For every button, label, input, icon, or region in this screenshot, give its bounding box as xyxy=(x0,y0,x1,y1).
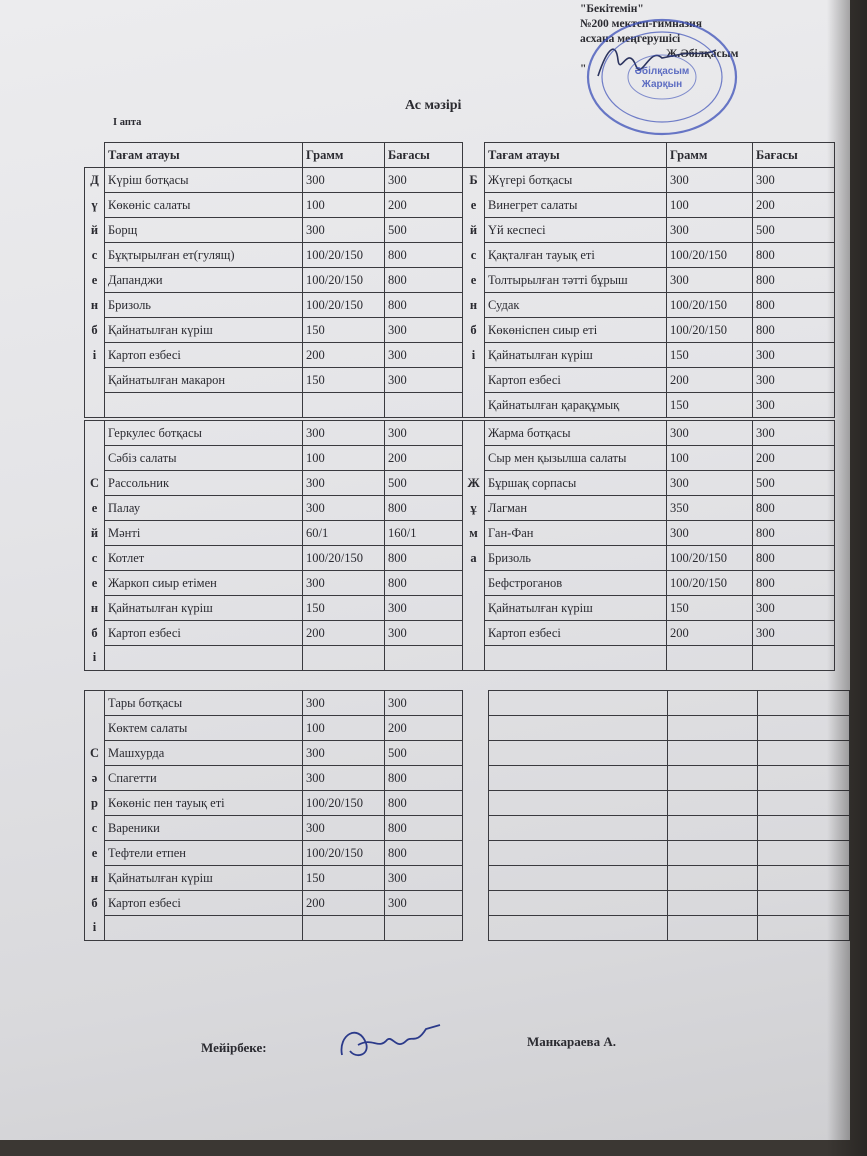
day-letter: е xyxy=(85,268,105,293)
day-letter: е xyxy=(85,496,105,521)
table-row xyxy=(463,168,835,193)
dish-gram: 300 xyxy=(303,691,385,716)
dish-price: 300 xyxy=(385,691,463,716)
dish-name: Тефтели етпен xyxy=(105,841,303,866)
dish-price: 800 xyxy=(385,571,463,596)
dish-gram: 150 xyxy=(667,393,753,418)
approval-role: асхана меңгерушісі xyxy=(580,33,681,45)
dish-gram: 100 xyxy=(667,193,753,218)
day-letter: ә xyxy=(85,766,105,791)
dish-price: 300 xyxy=(753,368,835,393)
dish-gram: 60/1 xyxy=(303,521,385,546)
table-row xyxy=(85,766,463,791)
dish-name: Палау xyxy=(105,496,303,521)
dish-name: Геркулес ботқасы xyxy=(105,421,303,446)
dish-gram: 300 xyxy=(303,218,385,243)
dish-gram: 100/20/150 xyxy=(303,268,385,293)
dish-price: 300 xyxy=(385,168,463,193)
header-name: Тағам атауы xyxy=(485,143,667,168)
dish-name: Бризоль xyxy=(105,293,303,318)
dish-gram: 150 xyxy=(303,368,385,393)
day-letter: н xyxy=(85,293,105,318)
dish-gram: 300 xyxy=(667,168,753,193)
table-row xyxy=(85,343,463,368)
dish-gram: 300 xyxy=(667,268,753,293)
dish-name: Көктем салаты xyxy=(105,716,303,741)
day-letter: й xyxy=(463,218,485,243)
dish-name: Толтырылған тәтті бұрыш xyxy=(485,268,667,293)
dish-price xyxy=(753,646,835,671)
dish-gram: 300 xyxy=(303,168,385,193)
day-letter: і xyxy=(85,646,105,671)
table-row xyxy=(85,816,463,841)
dish-name xyxy=(105,646,303,671)
dish-name: Бефстроганов xyxy=(485,571,667,596)
day-letter: ұ xyxy=(463,496,485,521)
dish-name: Вареники xyxy=(105,816,303,841)
dish-price: 800 xyxy=(753,268,835,293)
dish-gram: 100 xyxy=(303,193,385,218)
menu-table-tuesday xyxy=(84,420,463,671)
dish-gram: 300 xyxy=(303,421,385,446)
menu-table-wednesday xyxy=(84,690,463,941)
dish-name: Сыр мен қызылша салаты xyxy=(485,446,667,471)
day-letter: н xyxy=(463,293,485,318)
day-letter: м xyxy=(463,521,485,546)
dish-gram: 100/20/150 xyxy=(303,841,385,866)
day-letter: е xyxy=(85,571,105,596)
dish-name: Картоп езбесі xyxy=(105,343,303,368)
dish-name: Қайнатылған макарон xyxy=(105,368,303,393)
dish-name: Борщ xyxy=(105,218,303,243)
dish-gram: 300 xyxy=(303,766,385,791)
dish-name: Көкөніс пен тауық еті xyxy=(105,791,303,816)
dish-price: 200 xyxy=(385,716,463,741)
dish-gram: 150 xyxy=(303,596,385,621)
dish-price: 500 xyxy=(385,218,463,243)
table-row xyxy=(85,471,463,496)
dish-price: 160/1 xyxy=(385,521,463,546)
table-row xyxy=(463,596,835,621)
table-row xyxy=(85,741,463,766)
table-row xyxy=(463,571,835,596)
table-row xyxy=(85,546,463,571)
table-row xyxy=(489,866,850,891)
menu-table-empty xyxy=(488,690,850,941)
dish-price: 300 xyxy=(385,596,463,621)
dish-name: Үй кеспесі xyxy=(485,218,667,243)
table-row xyxy=(489,816,850,841)
table-row xyxy=(85,218,463,243)
dish-gram: 150 xyxy=(303,318,385,343)
dish-gram: 150 xyxy=(667,343,753,368)
day-letter: е xyxy=(463,268,485,293)
menu-table-thursday xyxy=(462,142,835,418)
table-row xyxy=(489,841,850,866)
day-letter: б xyxy=(85,891,105,916)
dish-name xyxy=(485,646,667,671)
header-price: Бағасы xyxy=(753,143,835,168)
table-row xyxy=(85,268,463,293)
table-header-row xyxy=(85,143,463,168)
day-letter: б xyxy=(85,318,105,343)
day-letter: с xyxy=(85,546,105,571)
day-letter: е xyxy=(463,193,485,218)
table-row xyxy=(85,243,463,268)
official-stamp-icon xyxy=(584,16,740,138)
day-letter: і xyxy=(85,343,105,368)
signature-icon xyxy=(336,1015,446,1067)
dish-price: 800 xyxy=(753,243,835,268)
table-row xyxy=(463,218,835,243)
approval-heading: "Бекітемін" xyxy=(580,3,644,15)
dish-name: Бризоль xyxy=(485,546,667,571)
dish-gram: 100/20/150 xyxy=(303,243,385,268)
dish-gram xyxy=(303,916,385,941)
table-row xyxy=(85,368,463,393)
header-name: Тағам атауы xyxy=(105,143,303,168)
dish-gram xyxy=(667,646,753,671)
dish-price: 800 xyxy=(753,571,835,596)
dish-price: 200 xyxy=(753,193,835,218)
dish-gram: 100/20/150 xyxy=(667,243,753,268)
day-letter: й xyxy=(85,521,105,546)
signature-label: Мейірбеке: xyxy=(201,1040,267,1055)
dish-name: Судак xyxy=(485,293,667,318)
day-letter: С xyxy=(85,741,105,766)
table-row xyxy=(463,318,835,343)
table-row xyxy=(463,393,835,418)
table-row xyxy=(85,521,463,546)
menu-table-monday xyxy=(84,142,463,418)
table-row xyxy=(85,621,463,646)
header-price: Бағасы xyxy=(385,143,463,168)
dish-gram: 100/20/150 xyxy=(667,318,753,343)
dish-gram: 100/20/150 xyxy=(303,791,385,816)
table-row xyxy=(463,496,835,521)
table-row xyxy=(463,446,835,471)
table-row xyxy=(85,716,463,741)
dish-gram: 100/20/150 xyxy=(303,293,385,318)
dish-price: 800 xyxy=(385,496,463,521)
dish-gram: 300 xyxy=(303,741,385,766)
dish-price: 300 xyxy=(753,393,835,418)
day-letter: ү xyxy=(85,193,105,218)
table-row xyxy=(463,193,835,218)
dish-price: 300 xyxy=(753,343,835,368)
dish-price: 300 xyxy=(385,368,463,393)
table-row xyxy=(85,916,463,941)
dish-price: 300 xyxy=(753,621,835,646)
day-letter: й xyxy=(85,218,105,243)
dish-price: 800 xyxy=(753,318,835,343)
paper-edge-shadow xyxy=(827,0,867,1156)
approval-school: №200 мектеп-гимназия xyxy=(580,18,702,30)
dish-price: 800 xyxy=(753,293,835,318)
table-row xyxy=(463,368,835,393)
dish-name: Қайнатылған күріш xyxy=(105,596,303,621)
dish-gram: 350 xyxy=(667,496,753,521)
week-label: I апта xyxy=(113,117,142,128)
day-letter: Б xyxy=(463,168,485,193)
day-letter: і xyxy=(85,916,105,941)
table-row xyxy=(85,393,463,418)
dish-price: 300 xyxy=(385,421,463,446)
dish-gram: 100/20/150 xyxy=(667,546,753,571)
dish-gram: 150 xyxy=(667,596,753,621)
dish-name: Қайнатылған күріш xyxy=(485,343,667,368)
dish-gram: 200 xyxy=(303,621,385,646)
day-letter: б xyxy=(463,318,485,343)
dish-name: Мәнті xyxy=(105,521,303,546)
dish-gram: 200 xyxy=(303,891,385,916)
day-letter: Ж xyxy=(463,471,485,496)
table-row xyxy=(85,646,463,671)
header-gram: Грамм xyxy=(303,143,385,168)
approval-signer: Ж.Әбілқасым xyxy=(666,48,739,60)
table-row xyxy=(85,891,463,916)
dish-price: 800 xyxy=(385,766,463,791)
dish-name: Спагетти xyxy=(105,766,303,791)
table-row xyxy=(463,268,835,293)
table-row xyxy=(463,243,835,268)
table-row xyxy=(463,293,835,318)
day-letter: н xyxy=(85,866,105,891)
signature-name: Манкараева А. xyxy=(527,1034,616,1049)
dish-name: Қақталған тауық еті xyxy=(485,243,667,268)
dish-price: 800 xyxy=(385,841,463,866)
table-row xyxy=(489,791,850,816)
dish-price: 800 xyxy=(385,243,463,268)
dish-gram: 100 xyxy=(303,446,385,471)
dish-name: Қайнатылған қарақұмық xyxy=(485,393,667,418)
dish-name xyxy=(105,393,303,418)
dish-gram: 100/20/150 xyxy=(667,571,753,596)
dish-gram: 300 xyxy=(667,218,753,243)
dish-gram xyxy=(303,393,385,418)
dish-name: Картоп езбесі xyxy=(485,621,667,646)
table-row xyxy=(489,741,850,766)
dish-gram: 200 xyxy=(303,343,385,368)
dish-price: 800 xyxy=(385,791,463,816)
dish-price: 300 xyxy=(385,891,463,916)
dish-price: 300 xyxy=(385,621,463,646)
dish-name: Көкөніспен сиыр еті xyxy=(485,318,667,343)
dish-name: Жаркоп сиыр етімен xyxy=(105,571,303,596)
menu-table-friday xyxy=(462,420,835,671)
svg-text:Жарқын: Жарқын xyxy=(641,79,683,90)
dish-name: Картоп езбесі xyxy=(105,891,303,916)
table-row xyxy=(85,841,463,866)
dish-name: Бұқтырылған ет(гулящ) xyxy=(105,243,303,268)
table-row xyxy=(489,916,850,941)
dish-name: Сәбіз салаты xyxy=(105,446,303,471)
dish-name: Күріш ботқасы xyxy=(105,168,303,193)
dish-price xyxy=(385,646,463,671)
table-row xyxy=(85,866,463,891)
table-row xyxy=(463,343,835,368)
dish-gram: 300 xyxy=(667,471,753,496)
dish-name: Бұршақ сорпасы xyxy=(485,471,667,496)
day-letter: с xyxy=(85,243,105,268)
table-row xyxy=(85,446,463,471)
dish-name: Ган-Фан xyxy=(485,521,667,546)
day-letter: Д xyxy=(85,168,105,193)
table-row xyxy=(85,318,463,343)
dish-name: Картоп езбесі xyxy=(485,368,667,393)
dish-price: 200 xyxy=(385,446,463,471)
table-row xyxy=(85,193,463,218)
dish-name: Қайнатылған күріш xyxy=(105,318,303,343)
dish-gram: 300 xyxy=(303,571,385,596)
dish-name xyxy=(105,916,303,941)
table-row xyxy=(463,421,835,446)
table-row xyxy=(85,496,463,521)
dish-price: 500 xyxy=(385,741,463,766)
table-row xyxy=(85,691,463,716)
day-letter: С xyxy=(85,471,105,496)
dish-price: 300 xyxy=(753,596,835,621)
dish-price: 300 xyxy=(753,168,835,193)
dish-gram: 150 xyxy=(303,866,385,891)
dish-gram: 100 xyxy=(303,716,385,741)
dish-price xyxy=(385,393,463,418)
dish-name: Қайнатылған күріш xyxy=(105,866,303,891)
day-letter: н xyxy=(85,596,105,621)
svg-text:Әбілқасым: Әбілқасым xyxy=(634,66,690,77)
dish-price: 800 xyxy=(753,521,835,546)
dish-name: Лагман xyxy=(485,496,667,521)
dish-gram: 100/20/150 xyxy=(667,293,753,318)
dish-price: 800 xyxy=(385,546,463,571)
dish-price: 800 xyxy=(753,546,835,571)
table-row xyxy=(85,421,463,446)
table-header-row xyxy=(463,143,835,168)
dish-gram: 300 xyxy=(303,496,385,521)
table-row xyxy=(85,571,463,596)
table-row xyxy=(489,691,850,716)
table-row xyxy=(463,646,835,671)
dish-price: 200 xyxy=(385,193,463,218)
dish-gram: 300 xyxy=(303,816,385,841)
table-row xyxy=(85,596,463,621)
table-row xyxy=(489,891,850,916)
day-letter: р xyxy=(85,791,105,816)
day-letter: б xyxy=(85,621,105,646)
dish-price: 300 xyxy=(385,866,463,891)
table-row xyxy=(489,766,850,791)
dish-price: 800 xyxy=(385,268,463,293)
dish-gram: 100 xyxy=(667,446,753,471)
dish-name: Рассольник xyxy=(105,471,303,496)
dish-price: 800 xyxy=(385,293,463,318)
dish-gram: 300 xyxy=(303,471,385,496)
dish-name: Қайнатылған күріш xyxy=(485,596,667,621)
dish-name: Жүгері ботқасы xyxy=(485,168,667,193)
table-row xyxy=(85,791,463,816)
table-row xyxy=(85,168,463,193)
day-letter: і xyxy=(463,343,485,368)
dish-name: Машхурда xyxy=(105,741,303,766)
dish-price: 300 xyxy=(385,343,463,368)
dish-gram xyxy=(303,646,385,671)
day-letter: а xyxy=(463,546,485,571)
page-title: Ас мәзірі xyxy=(405,98,462,113)
dish-name: Дапанджи xyxy=(105,268,303,293)
dish-price: 500 xyxy=(753,218,835,243)
dish-name: Картоп езбесі xyxy=(105,621,303,646)
dish-price xyxy=(385,916,463,941)
dish-price: 800 xyxy=(753,496,835,521)
day-letter: с xyxy=(85,816,105,841)
dish-price: 200 xyxy=(753,446,835,471)
table-row xyxy=(463,621,835,646)
dish-name: Көкөніс салаты xyxy=(105,193,303,218)
dish-price: 300 xyxy=(753,421,835,446)
header-gram: Грамм xyxy=(667,143,753,168)
day-letter: е xyxy=(85,841,105,866)
table-row xyxy=(463,521,835,546)
table-row xyxy=(85,293,463,318)
table-row xyxy=(463,546,835,571)
dish-gram: 300 xyxy=(667,521,753,546)
dish-gram: 100/20/150 xyxy=(303,546,385,571)
dish-price: 500 xyxy=(385,471,463,496)
dish-name: Жарма ботқасы xyxy=(485,421,667,446)
approval-quote: " xyxy=(580,63,587,75)
dish-price: 800 xyxy=(385,816,463,841)
day-letter: с xyxy=(463,243,485,268)
dish-name: Тары ботқасы xyxy=(105,691,303,716)
dish-name: Котлет xyxy=(105,546,303,571)
dish-name: Винегрет салаты xyxy=(485,193,667,218)
dish-price: 300 xyxy=(385,318,463,343)
table-row xyxy=(463,471,835,496)
dish-gram: 200 xyxy=(667,621,753,646)
table-row xyxy=(489,716,850,741)
dish-gram: 300 xyxy=(667,421,753,446)
dish-gram: 200 xyxy=(667,368,753,393)
dish-price: 500 xyxy=(753,471,835,496)
